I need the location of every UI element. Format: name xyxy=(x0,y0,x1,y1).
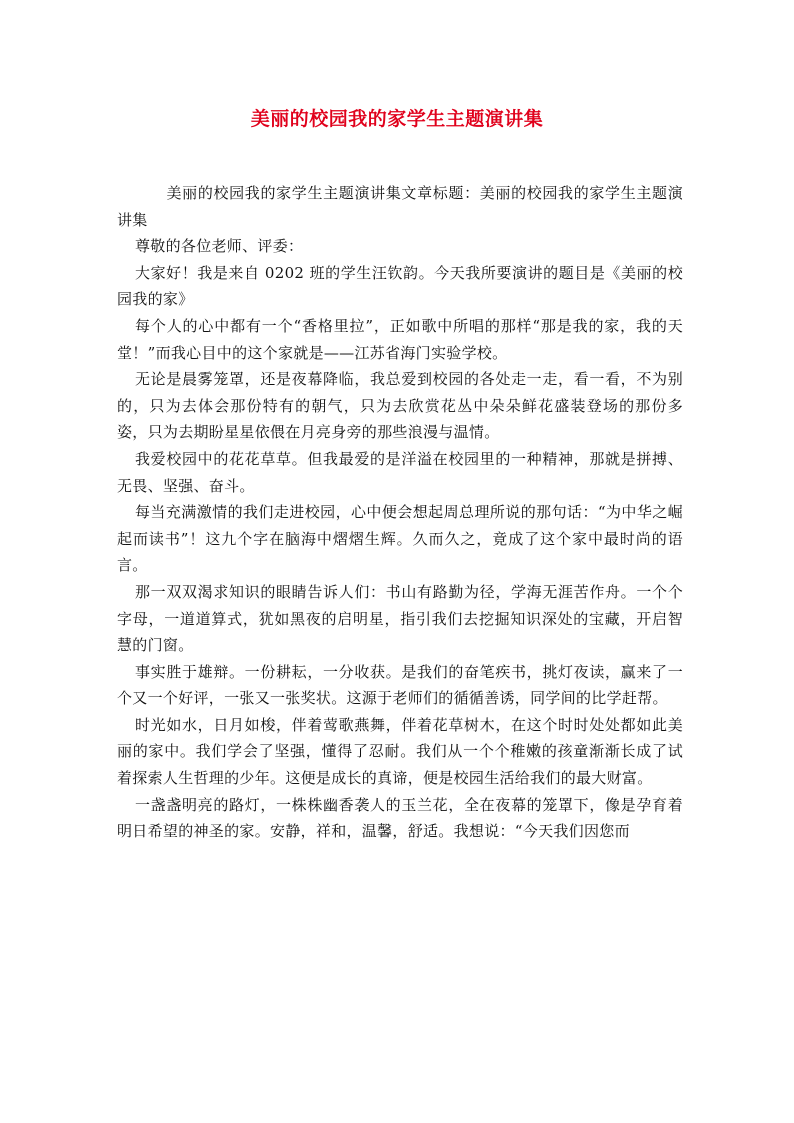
paragraph: 时光如水，日月如梭，伴着莺歌燕舞，伴着花草树木，在这个时时处处都如此美丽的家中。我们学会了坚强，懂得了忍耐。我们从一个个稚嫩的孩童渐渐长成了试着探索人生哲理的少年。这便是成长的真谛，便是校园生活给我们的最大财富。 xyxy=(117,715,683,788)
document-title: 美丽的校园我的家学生主题演讲集 xyxy=(250,108,544,130)
paragraph: 事实胜于雄辩。一份耕耘，一分收获。是我们的奋笔疾书，挑灯夜读，赢来了一个又一个好评，一张又一张奖状。这源于老师们的循循善诱，同学间的比学赶帮。 xyxy=(117,662,683,708)
paragraph: 大家好！我是来自 0202 班的学生汪钦韵。今天我所要演讲的题目是《美丽的校园我的家》 xyxy=(117,263,683,309)
paragraph-intro: 美丽的校园我的家学生主题演讲集文章标题：美丽的校园我的家学生主题演讲集 xyxy=(117,184,683,229)
paragraph: 那一双双渴求知识的眼睛告诉人们：书山有路勤为径，学海无涯苦作舟。一个个字母，一道道算式，犹如黑夜的启明星，指引我们去挖掘知识深处的宝藏，开启智慧的门窗。 xyxy=(117,582,683,655)
paragraph: 一盏盏明亮的路灯，一株株幽香袭人的玉兰花，全在夜幕的笼罩下，像是孕育着明日希望的神圣的家。安静，祥和，温馨，舒适。我想说：“今天我们因您而 xyxy=(117,795,683,841)
paragraph: 无论是晨雾笼罩，还是夜幕降临，我总爱到校园的各处走一走，看一看，不为别的，只为去体会那份特有的朝气，只为去欣赏花丛中朵朵鲜花盛装登场的那份多姿，只为去期盼星星依偎在月亮身旁的那些浪漫与温情。 xyxy=(117,370,683,442)
paragraph-salutation: 尊敬的各位老师、评委： xyxy=(135,237,304,256)
document-body xyxy=(117,180,683,845)
paragraph: 我爱校园中的花花草草。但我最爱的是洋溢在校园里的一种精神，那就是拼搏、无畏、坚强、奋斗。 xyxy=(117,449,683,495)
paragraph: 每个人的心中都有一个“香格里拉”，正如歌中所唱的那样“那是我的家，我的天堂！”而我心目中的这个家就是——江苏省海门实验学校。 xyxy=(117,316,683,362)
paragraph: 每当充满激情的我们走进校园，心中便会想起周总理所说的那句话：“为中华之崛起而读书”！这九个字在脑海中熠熠生辉。久而久之，竟成了这个家中最时尚的语言。 xyxy=(117,503,683,575)
